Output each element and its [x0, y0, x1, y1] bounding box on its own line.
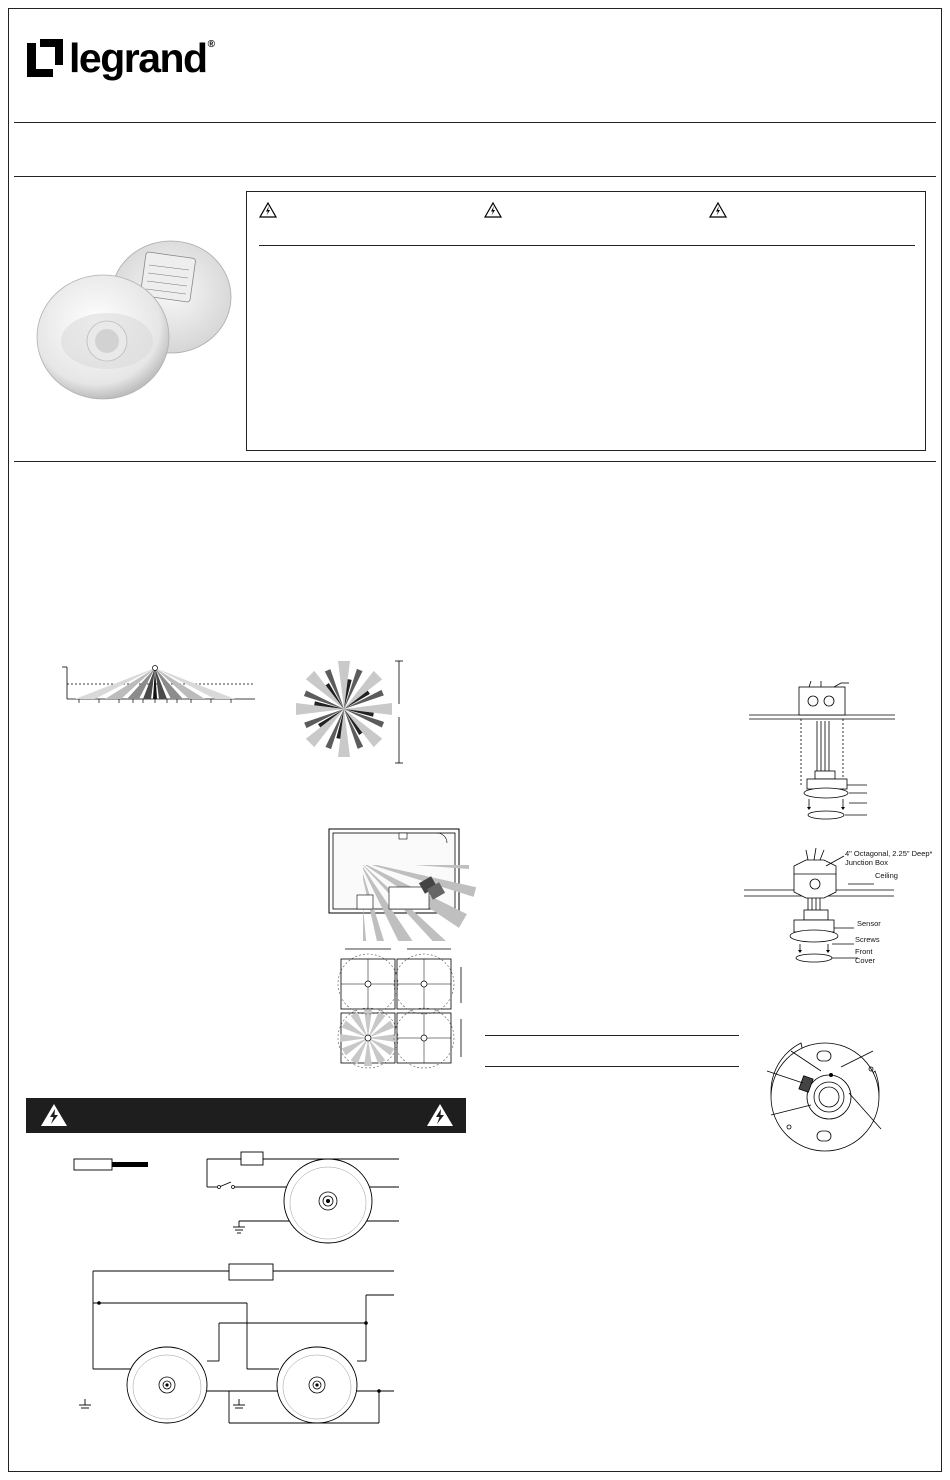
legrand-logo-icon — [27, 39, 63, 77]
wiring-warning-banner — [26, 1098, 466, 1133]
screws-label: Screws — [855, 935, 880, 944]
header-rule-top — [14, 122, 936, 123]
sensor-label: Sensor — [857, 919, 881, 928]
front-cover-label: Front Cover — [855, 947, 876, 965]
dual-sensor-wiring — [79, 1261, 399, 1421]
electrical-warning-icon — [709, 202, 727, 218]
right-column-rule-2 — [485, 1066, 739, 1067]
ceiling-label: Ceiling — [875, 871, 898, 880]
electrical-warning-icon — [259, 202, 277, 218]
right-column-rule-1 — [485, 1035, 739, 1036]
room-coverage-diagram — [329, 829, 459, 913]
junction-box-label: 4" Octagonal, 2.25" Deep* Junction Box — [845, 849, 933, 867]
warning-box — [246, 191, 926, 451]
registered-mark: ® — [207, 39, 215, 50]
brand-name: legrand — [69, 34, 207, 81]
product-photo — [31, 237, 231, 417]
electrical-warning-icon — [40, 1103, 68, 1127]
single-sensor-wiring — [199, 1149, 409, 1249]
wire-strip-gauge — [73, 1158, 153, 1172]
section-rule — [14, 461, 936, 462]
sensor-back-view — [761, 1031, 891, 1151]
coverage-top-view — [294, 659, 414, 769]
multi-sensor-layout — [339, 947, 469, 1067]
brand-logo — [27, 35, 215, 81]
instruction-sheet — [8, 8, 942, 1472]
electrical-warning-icon — [426, 1103, 454, 1127]
installation-diagram-single-gang — [749, 681, 899, 821]
warning-divider — [259, 245, 915, 246]
coverage-side-view — [55, 663, 265, 713]
electrical-warning-icon — [484, 202, 502, 218]
header-rule-bottom — [14, 176, 936, 177]
